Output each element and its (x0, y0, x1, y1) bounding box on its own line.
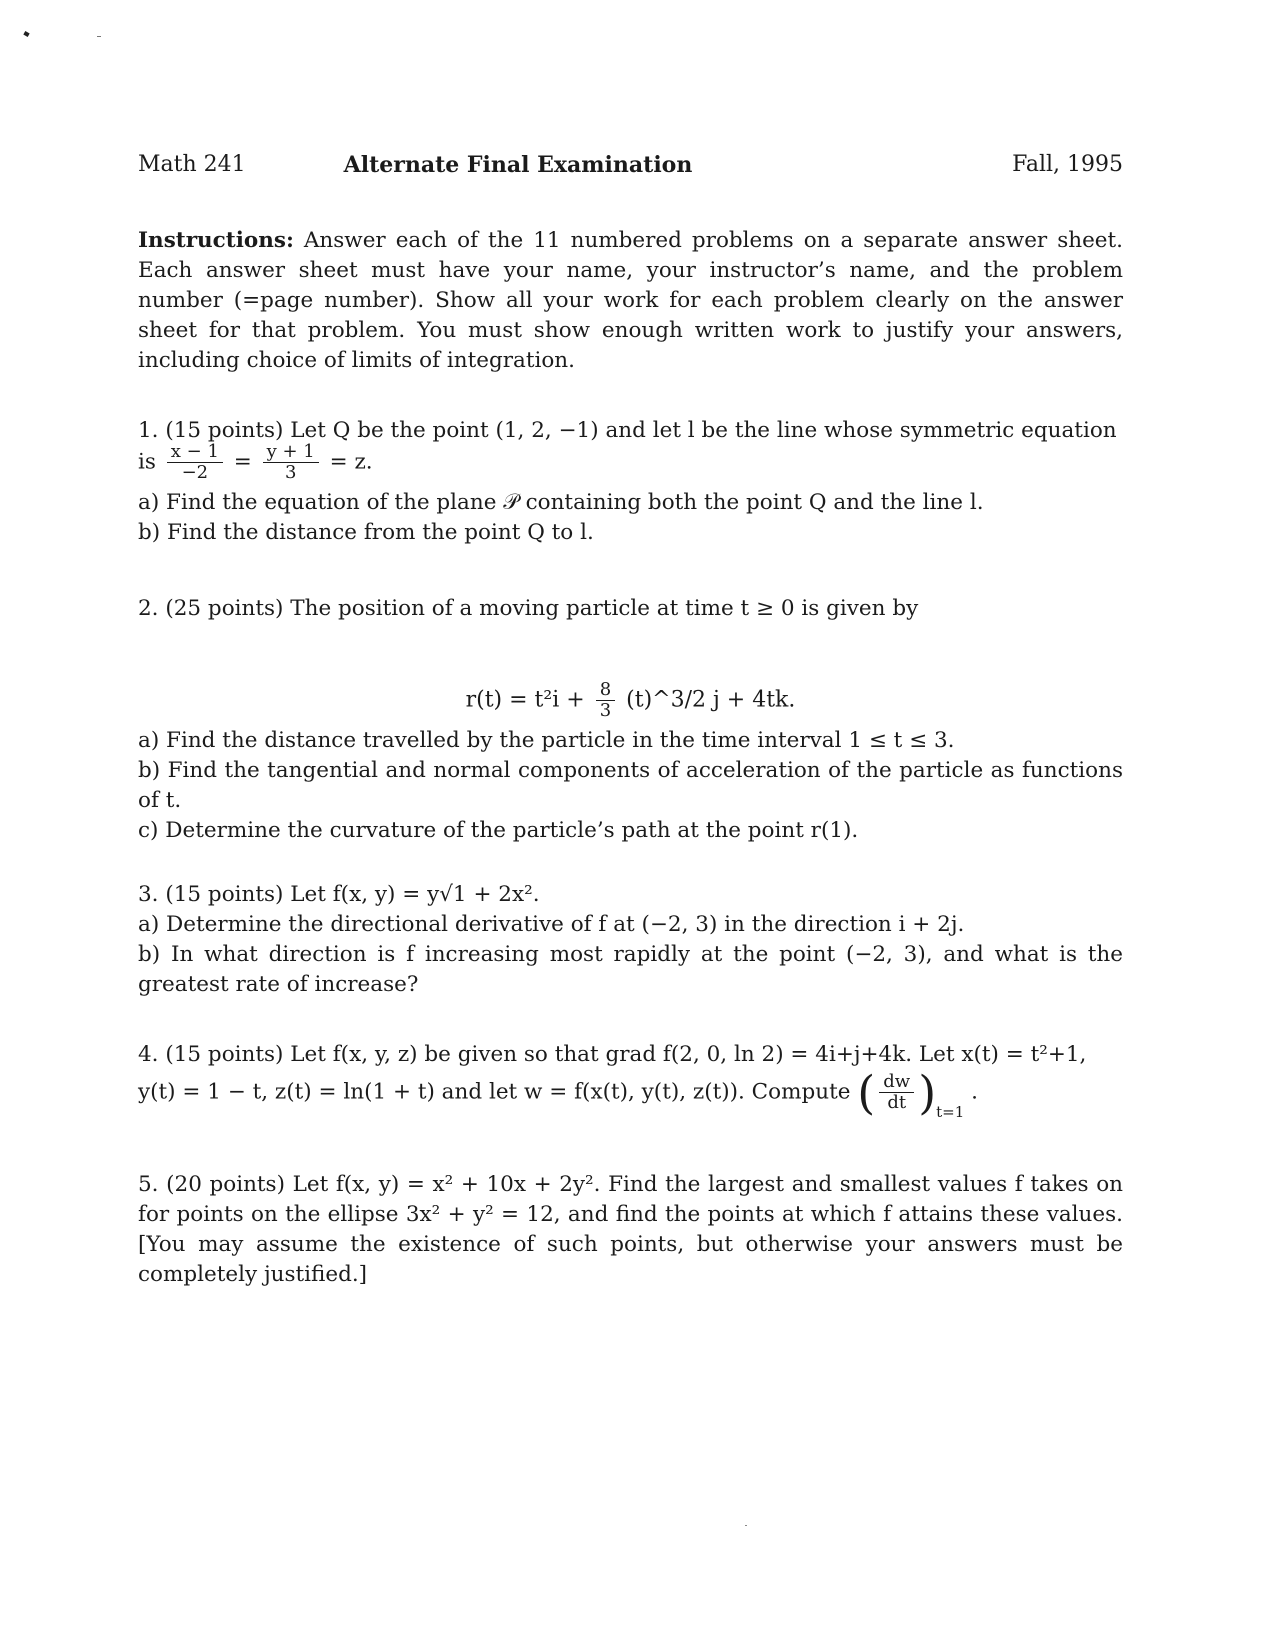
derivative-fraction (879, 1072, 914, 1113)
equation-tail: = z. (329, 449, 373, 475)
problem-4-end: . (971, 1079, 978, 1105)
problem-1-part-a: a) Find the equation of the plane 𝒫 containing both the point Q and the line l. (138, 490, 984, 515)
scan-speck (23, 31, 29, 37)
fraction-x-numerator: x − 1 (167, 442, 223, 463)
problem-3-part-a: a) Determine the directional derivative of f at (−2, 3) in the direction i + 2j. (138, 912, 965, 937)
problem-4 (138, 1040, 1123, 1121)
exam-term: Fall, 1995 (1012, 152, 1123, 177)
position-fraction (596, 680, 615, 721)
problem-2-part-b: b) Find the tangential and normal components of acceleration of the particle as functions of t. (138, 758, 1123, 813)
left-paren: ( (857, 1065, 876, 1120)
instructions (138, 226, 1123, 376)
problem-3-intro: 3. (15 points) Let f(x, y) = y√1 + 2x². (138, 882, 540, 907)
position-equation (138, 680, 1123, 721)
problem-4-line-2-text: y(t) = 1 − t, z(t) = ln(1 + t) and let w = f(x(t), y(t), z(t)). Compute (138, 1079, 851, 1105)
problem-3-part-b: b) In what direction is f increasing most rapidly at the point (−2, 3), and what is the greatest rate of increase? (138, 942, 1123, 997)
fraction-x-denominator: −2 (181, 462, 209, 483)
problem-1-intro: 1. (15 points) Let Q be the point (1, 2, −1) and let l be the line whose symmetric equation (138, 418, 1117, 443)
problem-2-intro: 2. (25 points) The position of a moving particle at time t ≥ 0 is given by (138, 596, 919, 621)
scan-speck (97, 36, 101, 37)
position-fraction-denominator: 3 (599, 700, 612, 721)
position-equation-right: (t)^3/2 j + 4tk. (626, 687, 796, 713)
fraction-y (263, 442, 319, 483)
exam-header (138, 152, 1123, 182)
evaluation-subscript: t=1 (936, 1102, 965, 1121)
scan-speck (745, 1525, 747, 1526)
problem-3 (138, 880, 1123, 1000)
problem-1-equation (138, 442, 1123, 488)
fraction-y-denominator: 3 (284, 462, 297, 483)
fraction-y-numerator: y + 1 (263, 442, 319, 463)
instructions-label: Instructions: (138, 228, 294, 253)
right-paren: ) (918, 1065, 937, 1120)
problem-4-line-1: 4. (15 points) Let f(x, y, z) be given so that grad f(2, 0, ln 2) = 4i+j+4k. Let x(t) = t²+1, (138, 1042, 1087, 1067)
fraction-x (167, 442, 223, 483)
problem-2-part-c: c) Determine the curvature of the particle’s path at the point r(1). (138, 818, 859, 843)
problem-2-parts (138, 726, 1123, 846)
position-fraction-numerator: 8 (596, 680, 615, 701)
instructions-text: Answer each of the 11 numbered problems on a separate answer sheet. Each answer sheet must have your name, your instructor’s name, and the problem number (=page number). Show all your work for each problem clearly on the answer sheet for that problem. You must show enough written work to justify your answers, including choice of limits of integration. (138, 228, 1123, 373)
problem-2-intro-block (138, 594, 1123, 624)
problem-4-line-2 (138, 1065, 1123, 1121)
equals-sign: = (233, 449, 252, 475)
position-equation-left: r(t) = t²i + (465, 687, 585, 713)
problem-2-part-a: a) Find the distance travelled by the particle in the time interval 1 ≤ t ≤ 3. (138, 728, 955, 753)
derivative-numerator: dw (879, 1072, 914, 1093)
course-name: Math 241 (138, 152, 246, 177)
problem-1-part-b: b) Find the distance from the point Q to l. (138, 520, 594, 545)
problem-1-is: is (138, 449, 156, 475)
problem-5 (138, 1170, 1123, 1290)
exam-title: Alternate Final Examination (343, 152, 693, 178)
problem-5-text: 5. (20 points) Let f(x, y) = x² + 10x + 2y². Find the largest and smallest values f takes on for points on the ellipse 3x² + y² = 12, and find the points at which f attains these values. [You may assume the existence of such points, but otherwise your answers must be completely justified.] (138, 1172, 1123, 1287)
problem-1 (138, 416, 1123, 548)
derivative-denominator: dt (887, 1092, 907, 1113)
